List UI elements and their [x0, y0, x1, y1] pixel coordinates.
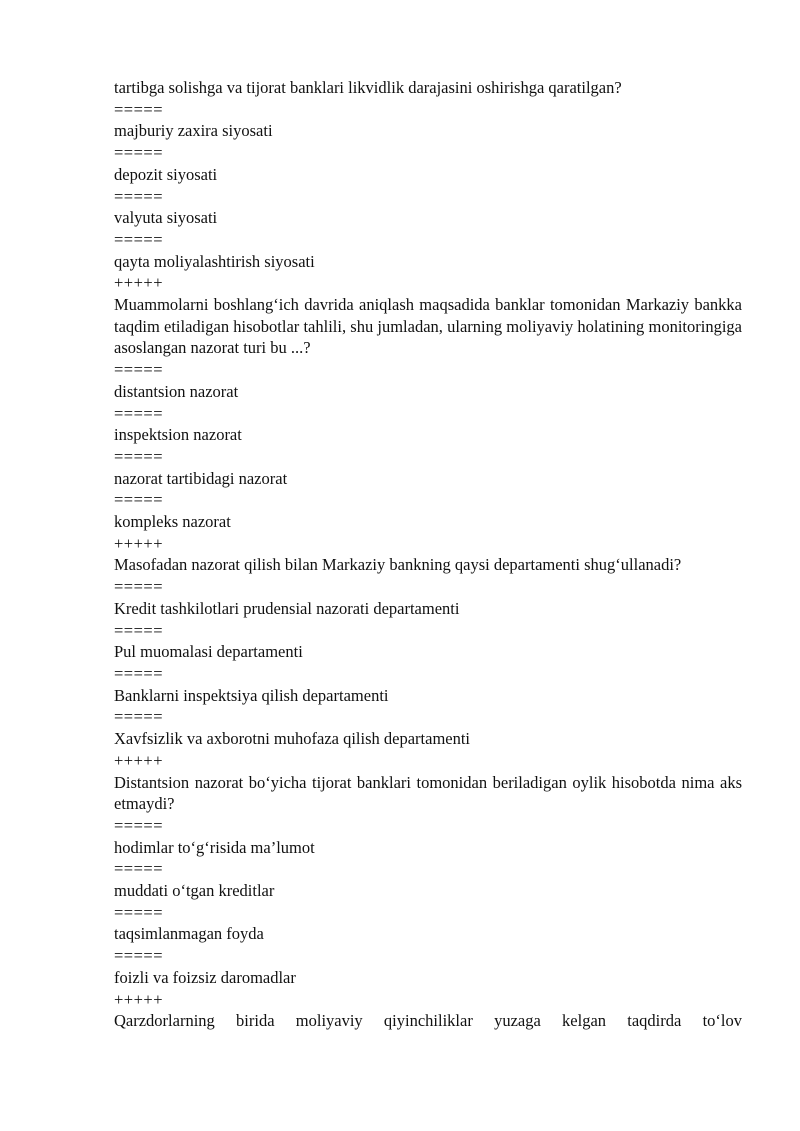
answer-option: muddati o‘tgan kreditlar — [114, 881, 275, 901]
answer-option: distantsion nazorat — [114, 381, 239, 401]
answer-separator: ===== — [114, 902, 164, 922]
answer-separator: ===== — [114, 446, 164, 466]
question-separator: +++++ — [114, 533, 164, 553]
answer-separator: ===== — [114, 620, 164, 640]
answer-separator: ===== — [114, 143, 164, 163]
answer-option: Banklarni inspektsiya qilish departamenti — [114, 685, 389, 705]
answer-separator: ===== — [114, 360, 164, 380]
answer-option: hodimlar to‘g‘risida ma’lumot — [114, 837, 315, 857]
answer-option: Xavfsizlik va axborotni muhofaza qilish departamenti — [114, 729, 471, 749]
answer-option: Kredit tashkilotlari prudensial nazorati departamenti — [114, 598, 460, 618]
answer-separator: ===== — [114, 946, 164, 966]
question-separator: +++++ — [114, 273, 164, 293]
answer-option: majburiy zaxira siyosati — [114, 121, 273, 141]
answer-option: qayta moliyalashtirish siyosati — [114, 251, 315, 271]
question-text-continued: tartibga solishga va tijorat banklari likvidlik darajasini oshirishga qaratilgan? — [114, 78, 622, 97]
question-text: Masofadan nazorat qilish bilan Markaziy bankning qaysi departamenti shug‘ullanadi? — [114, 555, 682, 575]
question-text: Qarzdorlarning birida moliyaviy qiyinchiliklar yuzaga kelgan taqdirda to‘lov — [114, 1011, 742, 1031]
question-separator: +++++ — [114, 750, 164, 770]
question-separator: +++++ — [114, 989, 164, 1009]
answer-separator: ===== — [114, 707, 164, 727]
answer-option: Pul muomalasi departamenti — [114, 642, 303, 662]
answer-separator: ===== — [114, 490, 164, 510]
answer-option: valyuta siyosati — [114, 208, 218, 228]
answer-separator: ===== — [114, 859, 164, 879]
answer-option: inspektsion nazorat — [114, 425, 242, 445]
answer-separator: ===== — [114, 186, 164, 206]
document-page — [114, 77, 742, 1032]
question-text: Muammolarni boshlang‘ich davrida aniqlash maqsadida banklar tomonidan Markaziy bankka taqdim etiladigan hisobotlar tahlili, shu jumladan, ularning moliyaviy holatining monitoringiga asoslangan nazorat turi bu ...? — [114, 295, 742, 358]
answer-option: depozit siyosati — [114, 164, 218, 184]
answer-option: taqsimlanmagan foyda — [114, 924, 264, 944]
answer-separator: ===== — [114, 403, 164, 423]
question-text: Distantsion nazorat bo‘yicha tijorat banklari tomonidan beriladigan oylik hisobotda nima aks etmaydi? — [114, 772, 742, 814]
answer-separator: ===== — [114, 815, 164, 835]
answer-option: nazorat tartibidagi nazorat — [114, 468, 288, 488]
answer-separator: ===== — [114, 577, 164, 597]
answer-separator: ===== — [114, 229, 164, 249]
answer-separator: ===== — [114, 663, 164, 683]
answer-separator: ===== — [114, 99, 164, 119]
answer-option: foizli va foizsiz daromadlar — [114, 967, 296, 987]
answer-option: kompleks nazorat — [114, 512, 231, 532]
